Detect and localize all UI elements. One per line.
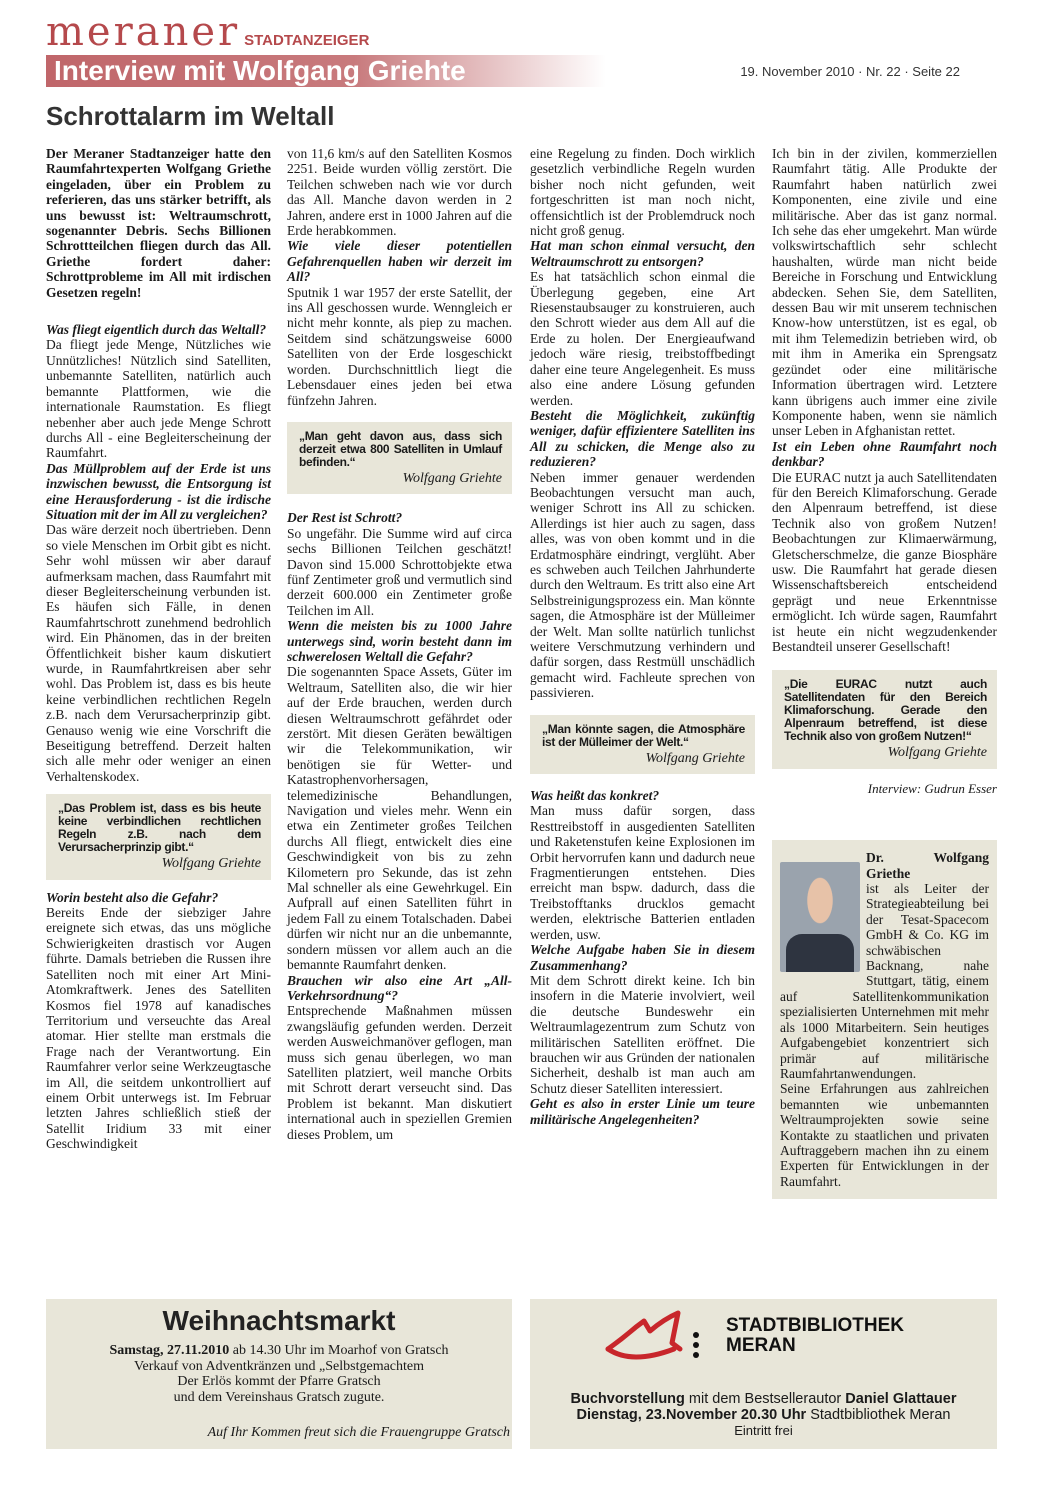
question: Was fliegt eigentlich durch das Weltall? — [46, 322, 267, 338]
library-name-line2: MERAN — [726, 1335, 796, 1356]
answer: eine Regelung zu finden. Doch wirklich gesetzlich verbindliche Regeln wurden bisher noch nicht gefunden, weit fortgeschritten ist man noch nicht, offensichtlich ist der Problemdruck noch nicht groß genug. — [530, 146, 755, 239]
ad-line: Der Erlös kommt der Pfarre Gratsch — [177, 1374, 381, 1389]
lead-paragraph: Der Meraner Stadtanzeiger hatte den Raumfahrtexperten Wolfgang Griethe eingeladen, über ein Problem zu referieren, das uns stärker betrifft, als uns bewusst ist: Weltraumschrott, sogenannter Debris. Sechs Billionen Schrottteilchen fliegen durch das All. Griethe fordert daher: Schrottprobleme im All mit irdischen Gesetzen regeln! — [46, 146, 271, 300]
event-date: Dienstag, 23.November 20.30 Uhr — [576, 1407, 807, 1423]
answer: Man muss dafür sorgen, dass Resttreibstoff in ausgedienten Satelliten und Raketenstufen keine Explosionen im Orbit hervorrufen kann und dadurch neue Fragmentierungen entstehen. Dies erreicht man bspw. dadurch, dass die Treibstofftanks drucklos gemacht werden, elektrische Batterien entladen werden, usw. — [530, 803, 755, 942]
question: Geht es also in erster Linie um teure militärische Angelegenheiten? — [530, 1096, 755, 1127]
pull-quote-author: Wolfgang Griehte — [887, 745, 987, 761]
answer: Sputnik 1 war 1957 der erste Satellit, der ins All geschossen wurde. Wenngleich er nicht mehr konnte, als piep zu machen. Seitdem sind schätzungsweise 6000 Satelliten von der Erde losgeschickt worden. Durchschnittlich liegt die Lebensdauer eines jeden bei etwa fünfzehn Jahren. — [287, 284, 512, 408]
article-column-3 — [530, 146, 755, 1127]
answer: Die EURAC nutzt ja auch Satellitendaten für den Bereich Klimaforschung. Gerade den Alpenraum betreffend, ist diese Technik also von großem Nutzen! Beobachtungen zur Klimaerwärmung, Gletscherschmelze, die ganze Biosphäre usw. Die Raumfahrt hat gerade diesen Wissenschaftsbereich entscheidend geprägt und neue Erkenntnisse ermöglicht. Ich würde sagen, Raumfahrt ist heute ein nicht wegzudenkender Bestandteil unserer Gesellschaft! — [772, 469, 997, 654]
ad-date: Samstag, 27.11.2010 — [109, 1343, 230, 1358]
question: Worin besteht also die Gefahr? — [46, 889, 219, 905]
pull-quote-author: Wolfgang Griehte — [645, 750, 745, 766]
question: Das Müllproblem auf der Erde ist uns inzwischen bewusst, die Entsorgung ist eine Herausforderung - ist die irdische Situation mit der im All zu vergleichen? — [46, 460, 271, 522]
library-name-line1: STADTBIBLIOTHEK — [726, 1315, 905, 1336]
event-type: Buchvorstellung — [570, 1391, 685, 1407]
answer: Da fliegt jede Menge, Nützliches wie Unnützliches! Nützlich sind Satelliten, unbemannte Satelliten, natürlich auch bemannte Plattformen, wie die internationale Raumstation. Es fliegt nebenher aber auch jede Menge Schrott durchs All - eine Begleiterscheinung der Raumfahrt. — [46, 337, 271, 461]
dateline: 19. November 2010 · Nr. 22 · Seite 22 — [740, 64, 960, 79]
bio-text-2: Seine Erfahrungen aus zahlreichen bemannten wie unbemannten Weltraumprojekten sowie seine Kontakte zu staatlichen und privaten Auftraggebern machen ihn zu einem Experten für Entwicklungen in der Raumfahrt. — [780, 1081, 989, 1189]
question: Wie viele dieser potentiellen Gefahrenquellen haben wir derzeit im All? — [287, 238, 512, 285]
question: Hat man schon einmal versucht, den Weltraumschrott zu entsorgen? — [530, 238, 755, 269]
library-name — [726, 1316, 904, 1356]
newspaper-logo: meraner — [46, 9, 241, 55]
ad-line: Verkauf von Adventkränzen und „Selbstgemachtem — [133, 1358, 425, 1374]
library-logo-icon — [602, 1309, 712, 1367]
masthead — [46, 9, 370, 55]
question: Wenn die meisten bis zu 1000 Jahre unterwegs sind, worin besteht dann im schwerelosen Weltall die Gefahr? — [287, 618, 512, 664]
answer: Bereits Ende der siebziger Jahre ereignete sich etwas, das uns mögliche Schwierigkeiten drastisch vor Augen führte. Damals betrieben die Russen ihre Satelliten noch mit einer Art Mini-Atomkraftwerk. Jenes des Satelliten Kosmos fiel 1978 auf kanadisches Territorium und verseuchte das Areal atomar. Hier stellte man erstmals die Frage nach der Verantwortung. Ein Raumfahrer verlor seine Werkzeugtasche im All, die seitdem unkontrolliert auf einem Orbit unterwegs ist. Im Februar letzten Jahres schließlich stieß der Satellit Iridium 33 mit einer Geschwindigkeit — [46, 905, 271, 1152]
bio-name: Dr. Wolfgang Griethe — [866, 850, 989, 881]
question: Was heißt das konkret? — [530, 788, 660, 804]
answer: Das wäre derzeit noch übertrieben. Denn so viele Menschen im Orbit gibt es nicht. Sehr wohl müssen wir aber darauf aufmerksam machen, dass Raumfahrt mit dieser Begleiterscheinung verbunden ist. Es häufen sich Fälle, in denen Raumfahrtschrott zunehmend bedrohlich wird. Ein Phänomen, das in der breiten Öffentlichkeit bisher kaum diskutiert wurde, in Raumfahrtkreisen aber sehr wohl. Das Problem ist, dass es bis heute keine verbindlichen rechtlichen Regeln z.B. nach dem Verursacherprinzip gibt. Genauso wenig wie eine Vorschrift die Beseitigung betreffend. Derzeit halten sich alle mehr oder weniger an einen Verhaltenskodex. — [46, 522, 271, 784]
question: Welche Aufgabe haben Sie in diesem Zusammenhang? — [530, 942, 755, 973]
answer: Es hat tatsächlich schon einmal die Überlegung gegeben, eine Art Riesenstaubsauger zu konstruieren, auch den Schrott wieder aus dem All auf die Erde zu holen. Der Energieaufwand jedoch wäre riesig, treibstoffbedingt daher eine teure Angelegenheit. Es muss also eine andere Lösung gefunden werden. — [530, 269, 755, 408]
pull-quote — [287, 422, 512, 494]
bio-text: ist als Leiter der Strategieabteilung bei der Tesat-Spacecom GmbH & Co. KG im schwäbischen Backnang, nahe Stuttgart, tätig, einem auf Satellitenkommunikation spezialisierten Unternehmen mit mehr als 1000 Mitarbeitern. Sein heutiges Aufgabengebiet konzentriert sich primär auf militärische Raumfahrtanwendungen. — [780, 881, 989, 1081]
pull-quote-author: Wolfgang Griehte — [161, 856, 261, 872]
pull-quote-text: „Die EURAC nutzt auch Satellitendaten für den Bereich Klimaforschung. Gerade den Alpenraum betreffend, ist diese Technik also von großem Nutzen!“ — [784, 677, 987, 744]
answer: Die sogenannten Space Assets, Güter im Weltraum, Satelliten also, die wir hier auf der Erde brauchen, werden durch diesen Weltraumschrott gefährdet oder zerstört. Mit diesen Geräten bewältigen wir die Telekommunikation, wir benötigen sie für Wetter- und Katastrophenvorhersagen, telemedizinische Behandlungen, Navigation und vieles mehr. Wenn ein etwa ein Zentimeter großes Teilchen durchs All fliegt, entwickelt dies eine Geschwindigkeit von bis zu zehn Kilometern pro Sekunde, das ist zehn Mal schneller als eine Gewehrkugel. Ein Aufprall auf einen Satelliten führt in jedem Fall zu einem Totalschaden. Dabei dürfen wir nicht nur an die unbemannte, sondern müssen vor allem auch an die bemannte Raumfahrt denken. — [287, 664, 512, 973]
ad-line: und dem Vereinshaus Gratsch zugute. — [173, 1389, 385, 1405]
author-bio-box — [772, 840, 997, 1199]
pull-quote — [772, 670, 997, 768]
answer: Ich bin in der zivilen, kommerziellen Raumfahrt tätig. Alle Produkte der Raumfahrt haben natürlich zwei Komponenten, eine zivile und eine militärische. Aber das ist ganz normal. Ich sehe das eher umgekehrt. Man würde volkswirtschaftlich sehr schlecht haushalten, würde man nicht beide Bereiche in Forschung und Entwicklung abdecken. Sehen Sie, dem Satelliten, dessen Bau wir mit unserem technischen Know-how unterstützen, ist es egal, ob mit ihm Telemedizin betrieben wird, ob mit ihm in Amerika ein Sprengsatz gezündet oder eine militärische Information übertragen wird. Letztere kann übrigens auch immer eine zivile Komponente haben, wenn sie nämlich unser Leben in Afghanistan rettet. — [772, 146, 997, 439]
ad-library — [530, 1299, 997, 1449]
answer: Entsprechende Maßnahmen müssen zwangsläufig gefunden werden. Derzeit werden Ausweichmanöver geflogen, man muss sich genau überlegen, wo man Satelliten platziert, weil manche Orbits mit Schrott derart verseucht sind. Das Problem ist bekannt. Man diskutiert international auch in speziellen Gremien dieses Problem, um — [287, 1003, 512, 1142]
article-column-2 — [287, 146, 512, 1142]
question: Besteht die Möglichkeit, zukünftig weniger, dafür effizientere Satelliten ins All zu schicken, die Menge also zu reduzieren? — [530, 407, 755, 470]
question: Brauchen wir also eine Art „All-Verkehrsordnung“? — [287, 972, 512, 1003]
answer: So ungefähr. Die Summe wird auf circa sechs Billionen Teilchen geschätzt! Davon sind 15.000 Schrottobjekte etwa fünf Zentimeter groß und vermutlich sind derzeit 600.000 ein Zentimeter große Teilchen im All. — [287, 525, 512, 618]
author-portrait — [780, 862, 860, 972]
section-banner — [46, 55, 606, 87]
library-ad-text — [530, 1391, 997, 1439]
newspaper-logo-sub: STADTANZEIGER — [244, 32, 370, 49]
question: Ist ein Leben ohne Raumfahrt noch denkbar? — [772, 438, 997, 470]
ad-title: Weihnachtsmarkt — [162, 1305, 396, 1336]
pull-quote-text: „Das Problem ist, dass es bis heute keine verbindlichen rechtlichen Regeln z.B. nach dem Verursacherprinzip gibt.“ — [58, 801, 261, 855]
question: Der Rest ist Schrott? — [287, 510, 403, 526]
article-column-1 — [46, 146, 271, 1152]
ad-line: ab 14.30 Uhr im Moarhof von Gratsch — [229, 1343, 449, 1358]
event-venue: Stadtbibliothek Meran — [806, 1407, 951, 1423]
article-column-4 — [772, 146, 997, 1199]
interview-credit: Interview: Gudrun Esser — [867, 780, 997, 796]
ad-footer: Auf Ihr Kommen freut sich die Frauengruppe Gratsch — [207, 1425, 510, 1440]
headline: Schrottalarm im Weltall — [46, 101, 335, 131]
event-desc: mit dem Bestsellerautor — [684, 1391, 846, 1407]
pull-quote-text: „Man könnte sagen, die Atmosphäre ist der Mülleimer der Welt.“ — [542, 721, 745, 749]
answer: Neben immer genauer werdenden Beobachtungen versucht man auch, weniger Schrott ins All zu schicken. Allerdings ist hier auch zu sagen, dass alles, was von oben kommt und in die Erdatmosphäre eindringt, verglüht. Aber es schweben auch Teilchen Jahrhunderte durch den Weltraum. Es tritt also eine Art Selbstreinigungsprozess ein. Man könnte sagen, die Atmosphäre ist der Mülleimer der Welt. Man sollte natürlich tunlichst weitere Verschmutzung verhindern und dafür sorgen, dass Restmüll unschädlich gemacht wird. Fachleute sprechen von passivieren. — [530, 469, 755, 701]
answer: von 11,6 km/s auf den Satelliten Kosmos 2251. Beide wurden völlig zerstört. Die Teilchen schweben nach wie vor durch das All. Manche davon werden in 2 Jahren, andere erst in 1000 Jahren auf die Erde herabkommen. — [287, 146, 512, 239]
pull-quote-author: Wolfgang Griehte — [402, 470, 502, 486]
pull-quote — [46, 794, 271, 879]
author-name: Daniel Glattauer — [845, 1391, 957, 1407]
pull-quote — [530, 715, 755, 774]
answer: Mit dem Schrott direkt keine. Ich bin insofern in die Materie involviert, weil die deutsche Bundeswehr ein Weltraumlagezentrum zum Schutz von militärischen Satelliten eröffnet. Die brauchen wir aus Gründen der nationalen Sicherheit, deshalb ist man auch am Schutz dieser Satelliten interessiert. — [530, 972, 755, 1096]
event-admission: Eintritt frei — [734, 1423, 793, 1438]
ad-christmas-market — [46, 1299, 512, 1449]
pull-quote-text: „Man geht davon aus, dass sich derzeit etwa 800 Satelliten in Umlauf befinden.“ — [299, 428, 502, 469]
section-banner-text: Interview mit Wolfgang Griehte — [54, 55, 466, 86]
